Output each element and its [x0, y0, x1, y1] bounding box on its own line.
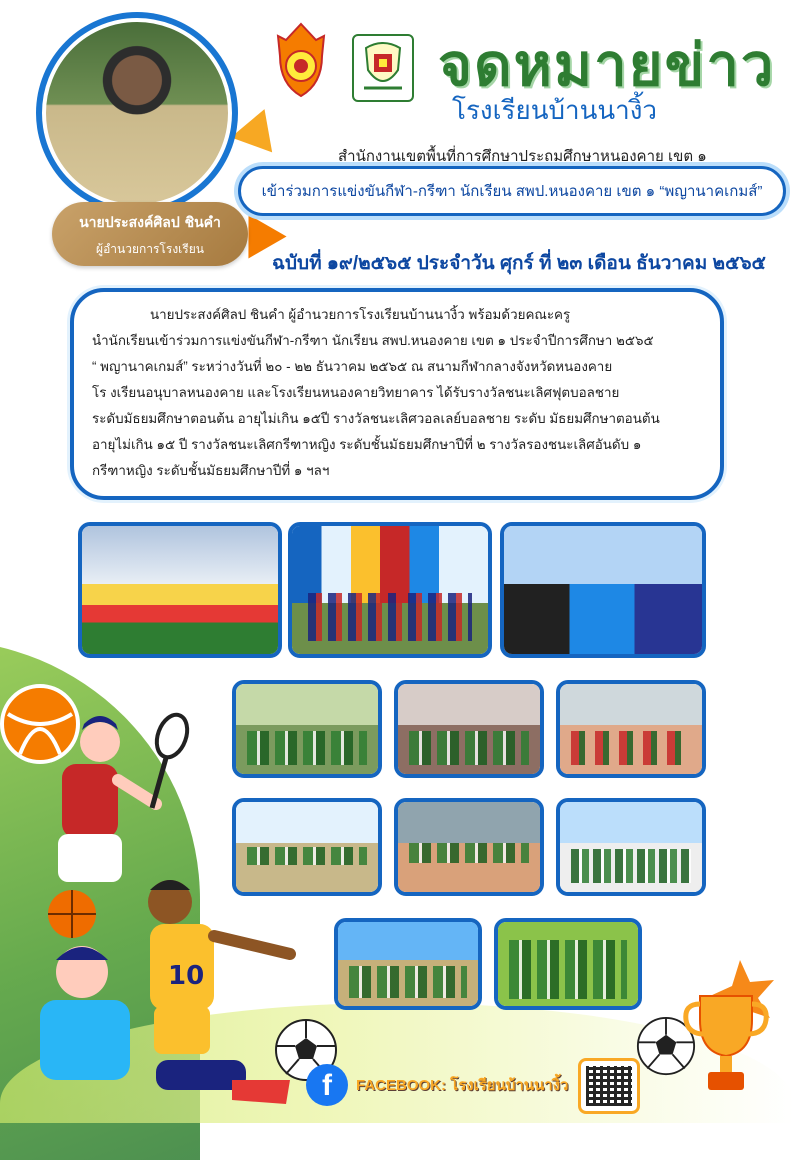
qr-code-icon[interactable] [578, 1058, 640, 1114]
svg-text:10: 10 [168, 961, 205, 991]
event-photo-volleyball [394, 798, 544, 896]
facebook-text: FACEBOOK: โรงเรียนบ้านนางิ้ว [356, 1077, 569, 1094]
event-photo-team-group [334, 918, 482, 1010]
body-line: โร งเรียนอนุบาลหนองคาย และโรงเรียนหนองคายวิทยาคาร ได้รับรางวัลชนะเลิศฟุตบอลชาย [92, 385, 620, 400]
event-photo-running [556, 680, 706, 778]
body-line: “ พญานาคเกมส์” ระหว่างวันที่ ๒๐ - ๒๒ ธันวาคม ๒๕๖๕ ณ สนามกีฬากลางจังหวัดหนองคาย [92, 359, 613, 374]
director-portrait-frame [36, 12, 238, 214]
newsletter-title: จดหมายข่าว [438, 33, 776, 98]
education-office: สำนักงานเขตพื้นที่การศึกษาประถมศึกษาหนองคาย เขต ๑ [338, 148, 707, 165]
school-name: โรงเรียนบ้านนางิ้ว [452, 95, 658, 125]
headline-box [238, 166, 786, 216]
event-photo-medal-podium [556, 798, 706, 896]
event-photo-officials [500, 522, 706, 658]
director-portrait [42, 18, 232, 208]
obec-emblem-icon [352, 34, 414, 102]
event-photo-podium [394, 680, 544, 778]
event-photo-team-trophy [494, 918, 642, 1010]
body-line: กรีฑาหญิง ระดับชั้นมัธยมศึกษาปีที่ ๑ ฯลฯ [92, 463, 330, 478]
cartoon-athletes-illustration [0, 684, 300, 1124]
event-photo-flags [288, 522, 492, 658]
facebook-icon: f [306, 1064, 348, 1106]
body-line: อายุไม่เกิน ๑๕ ปี รางวัลชนะเลิศกรีฑาหญิง ระดับชั้นมัธยมศึกษาปีที่ ๒ รางวัลรองชนะเลิศอันดับ ๑ [92, 437, 642, 452]
headline-text: เข้าร่วมการแข่งขันกีฬา-กรีฑา นักเรียน สพป.หนองคาย เขต ๑ “พญานาคเกมส์” [261, 183, 763, 200]
trophy-icon [680, 960, 790, 1100]
body-line: นายประสงค์ศิลป ชินคำ ผู้อำนวยการโรงเรียนบ้านนางิ้ว พร้อมด้วยคณะครู [150, 307, 571, 322]
body-line: นำนักเรียนเข้าร่วมการแข่งขันกีฬา-กรีฑา นักเรียน สพป.หนองคาย เขต ๑ ประจำปีการศึกษา ๒๕๖๕ [92, 333, 654, 348]
director-position: ผู้อำนวยการโรงเรียน [96, 242, 204, 256]
director-name: นายประสงค์ศิลป ชินคำ [79, 215, 221, 231]
star-decoration [231, 102, 285, 153]
body-line: ระดับมัธยมศึกษาตอนต้น อายุไม่เกิน ๑๕ปี รางวัลชนะเลิศวอลเลย์บอลชาย ระดับ มัธยมศึกษาตอนต้น [92, 411, 660, 426]
facebook-link[interactable] [306, 1064, 568, 1106]
director-name-plate [52, 202, 248, 266]
news-body-box [70, 288, 724, 500]
event-photo-ceremony [78, 522, 282, 658]
school-emblem-icon [272, 22, 330, 98]
issue-line: ฉบับที่ ๑๙/๒๕๖๕ ประจำวัน ศุกร์ ที่ ๒๓ เดือน ธันวาคม ๒๕๖๕ [272, 253, 766, 274]
